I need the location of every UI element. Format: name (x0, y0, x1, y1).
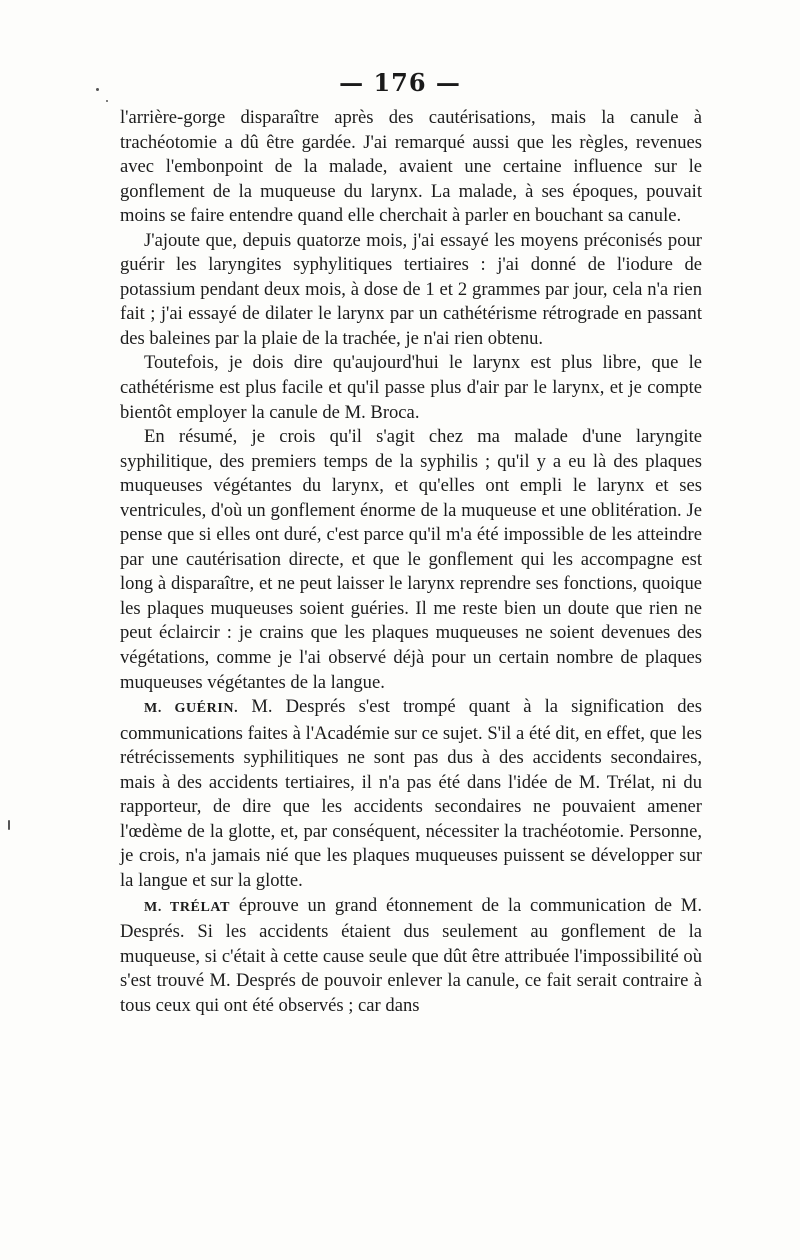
paragraph-3 (120, 351, 702, 425)
paragraph-text: M. Després s'est trompé quant à la signification des communications faites à l'Académie sur ce sujet. S'il a été dit, en effet, que les rétrécissements syphilitiques ne sont pas dus à des accidents secondaires, mais à des accidents tertiaires, il n'a pas été dans l'idée de M. Trélat, ni du rapporteur, de dire que les accidents secondaires ne pouvaient amener l'œdème de la glotte, et, par conséquent, nécessiter la trachéotomie. Personne, je crois, n'a jamais nié que les plaques muqueuses puissent se développer sur la langue et sur la glotte. (120, 696, 702, 891)
paragraph-5 (120, 695, 702, 893)
paragraph-text: éprouve un grand étonnement de la communication de M. Després. Si les accidents étaient dus seulement au gonflement de la muqueuse, si c'était à cette cause seule que dût être attribuée l'impossibilité où s'est trouvé M. Després de pouvoir enlever la canule, ce fait serait contraire à tous ceux qui ont été observés ; car dans (120, 894, 702, 1016)
paragraph-6 (120, 894, 702, 1019)
speaker-name: M. GUÉRIN. (144, 701, 239, 717)
paragraph-2 (120, 229, 702, 352)
paragraph-text: Toutefois, je dois dire qu'aujourd'hui le larynx est plus libre, que le cathétérisme est plus facile et qu'il passe plus d'air par le larynx, et je compte bientôt employer la canule de M. Broca. (120, 352, 702, 423)
scan-speck (106, 100, 108, 102)
page-number: — 176 — (339, 68, 461, 97)
scan-speck (8, 820, 10, 830)
speaker-name: M. TRÉLAT (144, 899, 231, 915)
paragraph-text: J'ajoute que, depuis quatorze mois, j'ai essayé les moyens préconisés pour guérir les laryngites syphylitiques tertiaires : j'ai donné de l'iodure de potassium pendant deux mois, à dose de 1 et 2 grammes par jour, cela n'a rien fait ; j'ai essayé de dilater le larynx par un cathétérisme rétrograde en passant des baleines par la plaie de la trachée, je n'ai rien obtenu. (120, 229, 702, 349)
paragraph-text: l'arrière-gorge disparaître après des cautérisations, mais la canule à trachéotomie a dû être gardée. J'ai remarqué aussi que les règles, revenues avec l'embonpoint de la malade, avaient une certaine influence sur le gonflement de la muqueuse du larynx. La malade, à ses époques, pouvait moins se faire entendre quand elle cherchait à parler en bouchant sa canule. (120, 107, 702, 227)
paragraph-text: En résumé, je crois qu'il s'agit chez ma malade d'une laryngite syphilitique, des premiers temps de la syphilis ; qu'il y a eu là des plaques muqueuses végétantes du larynx, et qu'elles ont empli le larynx et ses ventricules, d'où un gonflement énorme de la muqueuse et une oblitération. Je pense que si elles ont duré, c'est parce qu'il m'a été impossible de les atteindre par une cautérisation directe, et que le gonflement qui les accompagne est long à disparaître, et ne peut laisser le larynx reprendre ses fonctions, quoique les plaques muqueuses soient guéries. Il me reste bien un doute que rien ne peut éclaircir : je crains que les plaques muqueuses ne soient devenues des végétations, comme je l'ai observé déjà pour un certain nombre de plaques muqueuses végétantes de la langue. (120, 426, 702, 693)
paragraph-1 (120, 106, 702, 229)
body-text (120, 106, 702, 1018)
paragraph-4 (120, 425, 702, 695)
